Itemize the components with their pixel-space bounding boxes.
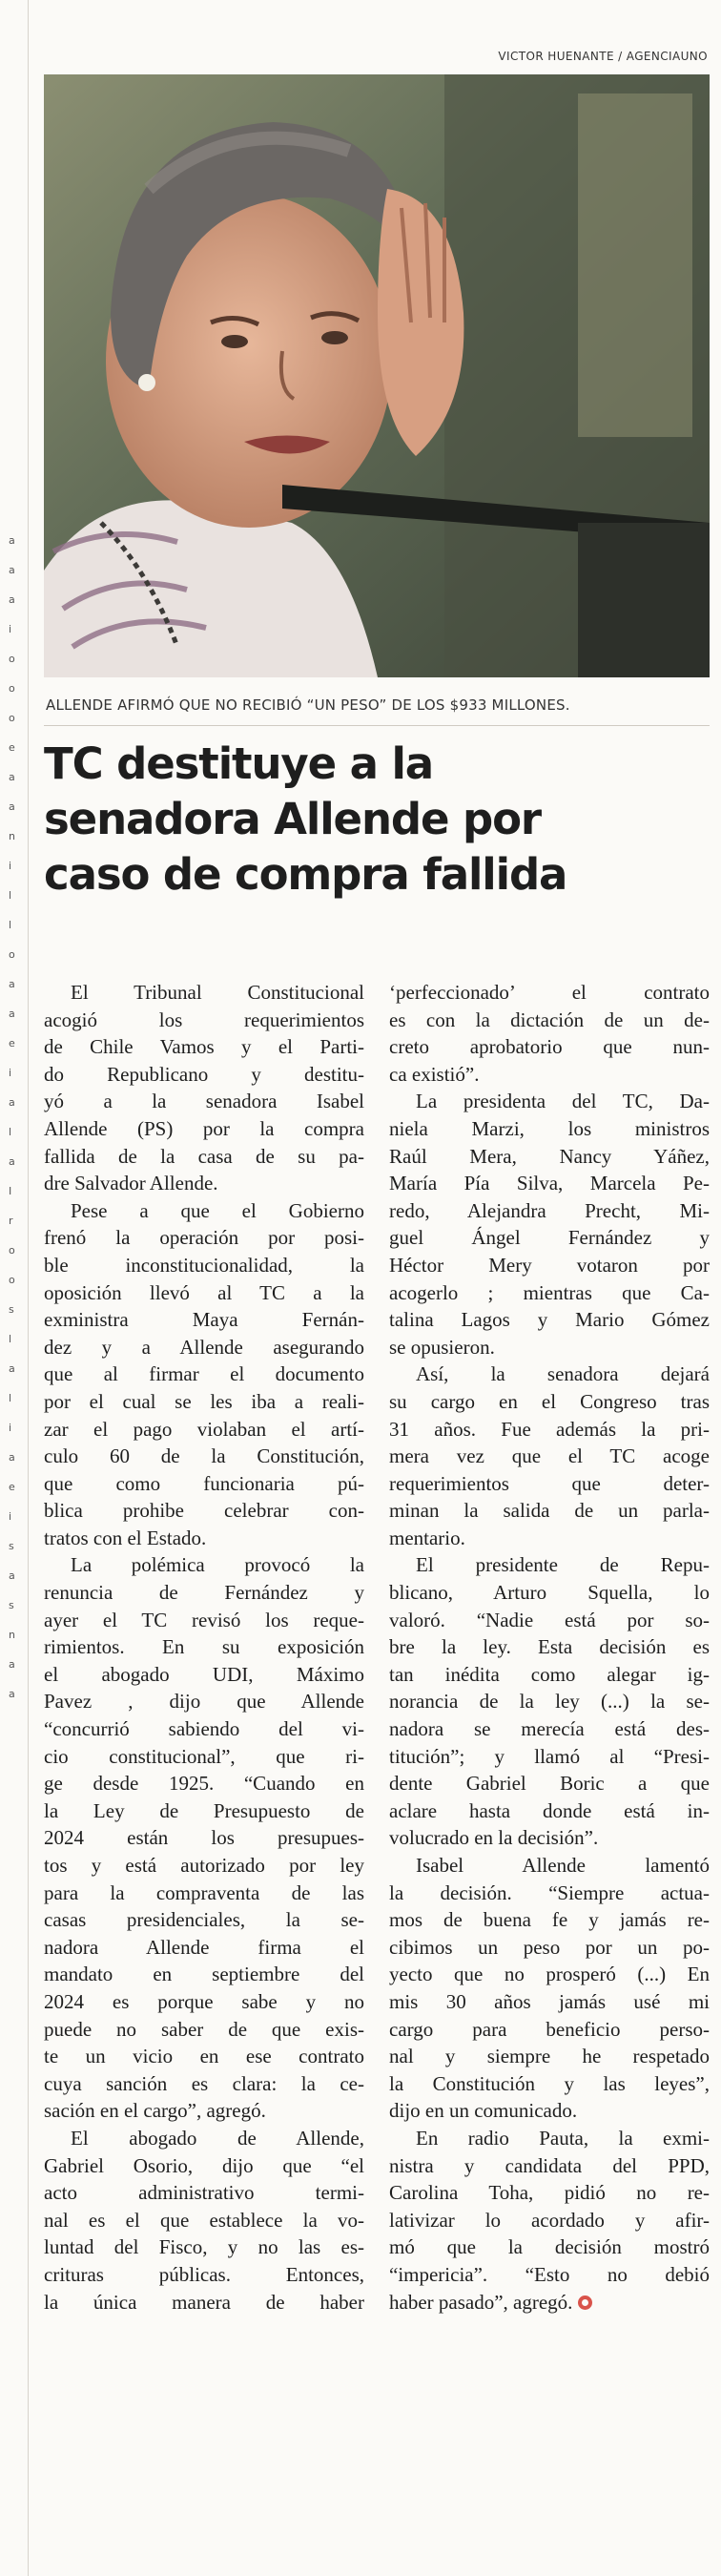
headline-line: caso de compra fallida bbox=[44, 849, 567, 900]
body-text-line: volucrado en la decisión”. bbox=[389, 1826, 599, 1850]
body-text-line: dre Salvador Allende. bbox=[44, 1172, 218, 1195]
body-text-line: do Republicano y destitu- bbox=[44, 1062, 364, 1086]
body-text-line: guel Ángel Fernández y bbox=[389, 1226, 710, 1250]
body-text-line: oposición llevó al TC a la bbox=[44, 1280, 364, 1304]
body-text-line: Allende (PS) por la compra bbox=[44, 1116, 364, 1140]
body-text-line: Gabriel Osorio, dijo que “el bbox=[44, 2153, 364, 2177]
body-text-line: exministra Maya Fernán- bbox=[44, 1308, 364, 1332]
body-text-line: nal es el que establece la vo- bbox=[44, 2208, 364, 2232]
senator-portrait-image bbox=[44, 74, 710, 677]
body-text-line: dijo en un comunicado. bbox=[389, 2099, 578, 2123]
body-text-line: tratos con el Estado. bbox=[44, 1526, 207, 1549]
strip-letter: l bbox=[9, 889, 12, 902]
body-text-line: casas presidenciales, la se- bbox=[44, 1908, 364, 1932]
body-text-line: redo, Alejandra Precht, Mi- bbox=[389, 1198, 710, 1222]
body-text-line: El presidente de Repu- bbox=[416, 1553, 710, 1577]
body-text-line: creto aprobatorio que nun- bbox=[389, 1035, 710, 1059]
strip-letter: e bbox=[9, 741, 15, 754]
strip-letter: s bbox=[9, 1303, 14, 1316]
body-text-line: sación en el cargo”, agregó. bbox=[44, 2099, 266, 2123]
body-text-line: La presidenta del TC, Da- bbox=[416, 1090, 710, 1113]
strip-letter: e bbox=[9, 1481, 15, 1493]
headline-line: TC destituye a la bbox=[44, 738, 434, 789]
body-text-line: valoró. “Nadie está por so- bbox=[389, 1608, 710, 1631]
body-text-line: talina Lagos y Mario Gómez bbox=[389, 1308, 710, 1332]
photo-credit: VICTOR HUENANTE / AGENCIAUNO bbox=[498, 50, 708, 63]
body-text-line: la decisión. “Siempre actua- bbox=[389, 1880, 710, 1904]
strip-letter: i bbox=[9, 1510, 12, 1523]
strip-letter: o bbox=[9, 1274, 15, 1286]
body-text-line: minan la salida de un parla- bbox=[389, 1499, 710, 1523]
strip-letter: i bbox=[9, 1067, 12, 1079]
body-text-line: mera vez que el TC acoge bbox=[389, 1444, 710, 1468]
strip-letter: a bbox=[9, 1008, 15, 1020]
body-text-line: lativizar lo acordado y afir- bbox=[389, 2208, 710, 2232]
strip-letter: a bbox=[9, 1362, 15, 1375]
article-photo bbox=[44, 74, 710, 677]
body-text-line: ca existió”. bbox=[389, 1062, 480, 1086]
body-text-line: que al firmar el documento bbox=[44, 1362, 364, 1386]
strip-letter: i bbox=[9, 1422, 12, 1434]
strip-letter: s bbox=[9, 1599, 14, 1611]
strip-letter: a bbox=[9, 564, 15, 576]
strip-letter: a bbox=[9, 534, 15, 547]
body-text-line: nadora Allende firma el bbox=[44, 1935, 364, 1959]
strip-letter: a bbox=[9, 1658, 15, 1671]
body-text-line: Pese a que el Gobierno bbox=[71, 1198, 364, 1222]
body-text-line: yecto que no prosperó (...) En bbox=[389, 1963, 710, 1986]
strip-letter: a bbox=[9, 593, 15, 606]
body-text-line: norancia de la ley (...) la se- bbox=[389, 1690, 710, 1714]
strip-letter: n bbox=[9, 830, 15, 842]
body-text-line: “concurrió sabiendo del vi- bbox=[44, 1717, 364, 1741]
body-text-line: fallida de la casa de su pa- bbox=[44, 1144, 364, 1168]
body-text-line: renuncia de Fernández y bbox=[44, 1581, 364, 1605]
strip-letter: a bbox=[9, 771, 15, 783]
body-text-line: te un vicio en ese contrato bbox=[44, 2045, 364, 2068]
strip-letter: a bbox=[9, 978, 15, 990]
strip-letter: e bbox=[9, 1037, 15, 1049]
body-text-line: la única manera de haber bbox=[44, 2290, 364, 2314]
body-text-line: Carolina Toha, pidió no re- bbox=[389, 2181, 710, 2205]
body-text-line: acogió los requerimientos bbox=[44, 1008, 364, 1031]
body-text-line: acto administrativo termi- bbox=[44, 2181, 364, 2205]
body-text-line: nistra y candidata del PPD, bbox=[389, 2153, 710, 2177]
body-text-line: frenó la operación por posi- bbox=[44, 1226, 364, 1250]
body-text-line: ‘perfeccionado’ el contrato bbox=[389, 981, 710, 1004]
strip-letter: l bbox=[9, 919, 12, 931]
body-text-line: Raúl Mera, Nancy Yáñez, bbox=[389, 1144, 710, 1168]
body-text-line: la Ley de Presupuesto de bbox=[44, 1798, 364, 1822]
body-text-line: blicano, Arturo Squella, lo bbox=[389, 1581, 710, 1605]
body-text-line: ge desde 1925. “Cuando en bbox=[44, 1772, 364, 1796]
strip-letter: s bbox=[9, 1540, 14, 1552]
body-text-line: “impericia”. “Esto no debió bbox=[389, 2262, 710, 2286]
body-text-line: el abogado UDI, Máximo bbox=[44, 1662, 364, 1686]
body-text-line: yó a la senadora Isabel bbox=[44, 1090, 364, 1113]
body-text-line: para la compraventa de las bbox=[44, 1880, 364, 1904]
body-text-line: acogerlo ; mientras que Ca- bbox=[389, 1280, 710, 1304]
body-text-line: cio constitucional”, que ri- bbox=[44, 1744, 364, 1768]
photo-caption: ALLENDE AFIRMÓ QUE NO RECIBIÓ “UN PESO” DE LOS $933 MILLONES. bbox=[46, 696, 570, 714]
strip-letter: o bbox=[9, 1244, 15, 1257]
body-text-line: Héctor Mery votaron por bbox=[389, 1253, 710, 1277]
strip-letter: l bbox=[9, 1333, 12, 1345]
body-text-line: mentario. bbox=[389, 1526, 465, 1549]
adjacent-article-strip bbox=[0, 0, 29, 2576]
body-text-line: su cargo en el Congreso tras bbox=[389, 1389, 710, 1413]
body-column-right bbox=[389, 979, 710, 2316]
strip-letter: o bbox=[9, 948, 15, 961]
body-text-line: María Pía Silva, Marcela Pe- bbox=[389, 1172, 710, 1195]
body-text-line: bre la ley. Esta decisión es bbox=[389, 1635, 710, 1659]
strip-letter: I bbox=[9, 1185, 12, 1197]
body-text-line: ble inconstitucionalidad, la bbox=[44, 1253, 364, 1277]
body-text-line: 2024 están los presupues- bbox=[44, 1826, 364, 1850]
strip-letter: l bbox=[9, 1126, 12, 1138]
body-text-line: mó que la decisión mostró bbox=[389, 2235, 710, 2259]
body-text-line: tan inédita como alegar ig- bbox=[389, 1662, 710, 1686]
strip-letter: o bbox=[9, 653, 15, 665]
body-text-line: En radio Pauta, la exmi- bbox=[416, 2126, 710, 2150]
strip-letter: o bbox=[9, 682, 15, 695]
headline-line: senadora Allende por bbox=[44, 794, 542, 844]
body-text-line: El abogado de Allende, bbox=[71, 2126, 364, 2150]
body-text-line: crituras públicas. Entonces, bbox=[44, 2262, 364, 2286]
body-text-line: niela Marzi, los ministros bbox=[389, 1116, 710, 1140]
body-text-line: rimientos. En su exposición bbox=[44, 1635, 364, 1659]
body-text-line: 2024 es porque sabe y no bbox=[44, 1989, 364, 2013]
body-text-line: titución”; y llamó al “Presi- bbox=[389, 1744, 710, 1768]
strip-letter: l bbox=[9, 1392, 12, 1404]
body-text-line: mos de buena fe y jamás re- bbox=[389, 1908, 710, 1932]
body-text-line: que como funcionaria pú- bbox=[44, 1471, 364, 1495]
body-text-line: dez y a Allende asegurando bbox=[44, 1335, 364, 1359]
strip-letter: a bbox=[9, 1096, 15, 1109]
body-text-line: luntad del Fisco, y no las es- bbox=[44, 2235, 364, 2259]
body-text-line: dente Gabriel Boric a que bbox=[389, 1772, 710, 1796]
body-column-left bbox=[44, 979, 364, 2316]
body-text-line: cuya sanción es clara: la ce- bbox=[44, 2071, 364, 2095]
strip-letter: a bbox=[9, 1569, 15, 1582]
body-text-line: cargo para beneficio perso- bbox=[389, 2017, 710, 2041]
headline bbox=[44, 737, 711, 903]
strip-letter: a bbox=[9, 800, 15, 813]
strip-letter: a bbox=[9, 1688, 15, 1700]
strip-letter: a bbox=[9, 1451, 15, 1464]
body-text-line: Así, la senadora dejará bbox=[416, 1362, 710, 1386]
body-text-line: aclare hasta donde está in- bbox=[389, 1798, 710, 1822]
strip-letter: o bbox=[9, 712, 15, 724]
body-text-line: mandato en septiembre del bbox=[44, 1963, 364, 1986]
body-text-line: la Constitución y las leyes”, bbox=[389, 2071, 710, 2095]
body-text-line: nadora se merecía está des- bbox=[389, 1717, 710, 1741]
body-text-line: Isabel Allende lamentó bbox=[416, 1854, 710, 1877]
body-text-line: mis 30 años jamás usé mi bbox=[389, 1989, 710, 2013]
article-end-icon bbox=[578, 2296, 592, 2310]
body-text-line: tos y está autorizado por ley bbox=[44, 1854, 364, 1877]
strip-letter: n bbox=[9, 1629, 15, 1641]
body-text-line: blica prohibe celebrar con- bbox=[44, 1499, 364, 1523]
body-text-line: es con la dictación de un de- bbox=[389, 1008, 710, 1031]
body-text-line: culo 60 de la Constitución, bbox=[44, 1444, 364, 1468]
body-text-line: de Chile Vamos y el Parti- bbox=[44, 1035, 364, 1059]
body-text-line: por el cual se les iba a reali- bbox=[44, 1389, 364, 1413]
body-text-line: zar el pago violaban el artí- bbox=[44, 1417, 364, 1441]
body-text-line: puede no saber de que exis- bbox=[44, 2017, 364, 2041]
body-text-line: 31 años. Fue además la pri- bbox=[389, 1417, 710, 1441]
body-text-line: se opusieron. bbox=[389, 1335, 495, 1359]
strip-letter: a bbox=[9, 1155, 15, 1168]
body-text-line: haber pasado”, agregó. bbox=[389, 2289, 710, 2316]
strip-letter: i bbox=[9, 623, 12, 635]
body-text-line: El Tribunal Constitucional bbox=[71, 981, 364, 1004]
strip-letter: i bbox=[9, 860, 12, 872]
body-text-line: nal y siempre he respetado bbox=[389, 2045, 710, 2068]
body-text-line: cibimos un peso por un po- bbox=[389, 1935, 710, 1959]
body-text-line: La polémica provocó la bbox=[71, 1553, 364, 1577]
body-text-line: ayer el TC revisó los reque- bbox=[44, 1608, 364, 1631]
strip-letter: r bbox=[9, 1215, 13, 1227]
body-text-line: requerimientos que deter- bbox=[389, 1471, 710, 1495]
body-text-line: Pavez , dijo que Allende bbox=[44, 1690, 364, 1714]
caption-divider bbox=[44, 725, 710, 726]
